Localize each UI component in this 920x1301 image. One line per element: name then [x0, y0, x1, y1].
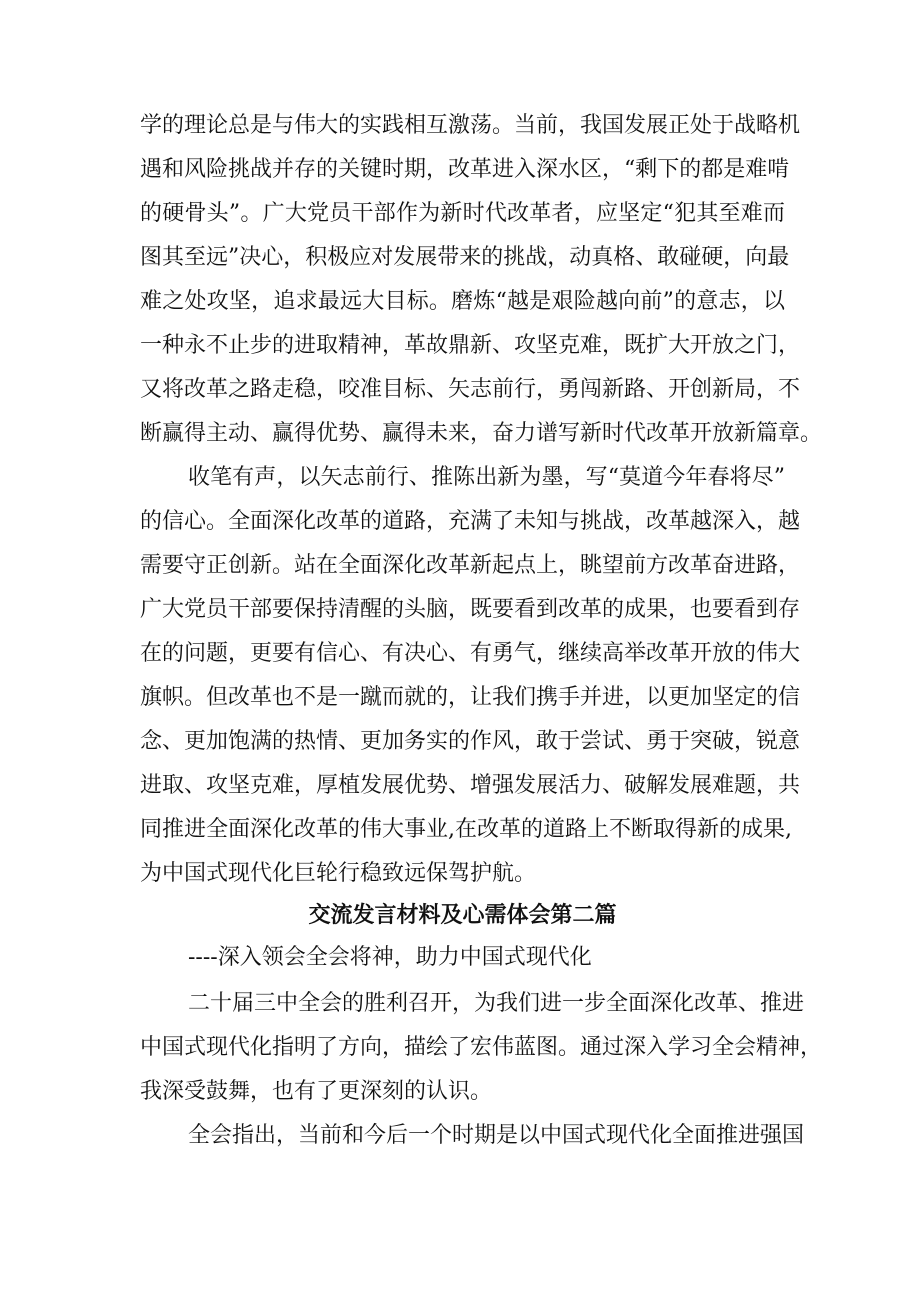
- text-line: 进取、攻坚克难，厚植发展优势、增强发展活力、破解发展难题，共: [140, 773, 801, 798]
- text-line: 难之处攻坚，追求最远大目标。磨炼“越是艰险越向前”的意志，以: [140, 289, 785, 314]
- text-line: 收笔有声，以矢志前行、推陈出新为墨，写“莫道今年春将尽”: [188, 465, 785, 490]
- text-line: 我深受鼓舞，也有了更深刻的认识。: [140, 1079, 493, 1104]
- text-line: 需要守正创新。站在全面深化改革新起点上，眺望前方改革奋进路，: [140, 553, 801, 578]
- text-line: 念、更加饱满的热情、更加务实的作风，敢于尝试、勇于突破，锐意: [140, 729, 801, 754]
- text-line: 又将改革之路走稳，咬准目标、矢志前行，勇闯新路、开创新局，不: [140, 377, 801, 402]
- text-line: 遇和风险挑战并存的关键时期，改革进入深水区，“剩下的都是难啃: [140, 157, 790, 182]
- text-line: 的信心。全面深化改革的道路，充满了未知与挑战，改革越深入，越: [140, 509, 801, 534]
- section-title: 交流发言材料及心需体会第二篇: [308, 903, 617, 928]
- text-line: 广大党员干部要保持清醒的头脑，既要看到改革的成果，也要看到存: [140, 597, 801, 622]
- text-line: 二十届三中全会的胜利召开，为我们进一步全面深化改革、推进: [188, 991, 805, 1016]
- text-line: 图其至远”决心，积极应对发展带来的挑战，动真格、敢碰硬，向最: [140, 245, 790, 270]
- text-line: 一种永不止步的进取精神，革故鼎新、攻坚克难，既扩大开放之门，: [140, 333, 801, 358]
- text-line: 同推进全面深化改革的伟大事业,在改革的道路上不断取得新的成果,: [140, 817, 792, 842]
- text-line: 全会指出，当前和今后一个时期是以中国式现代化全面推进强国: [188, 1123, 805, 1148]
- text-line: 的硬骨头”。广大党员干部作为新时代改革者，应坚定“犯其至难而: [140, 201, 785, 226]
- text-line: 中国式现代化指明了方向，描绘了宏伟蓝图。通过深入学习全会精神，: [140, 1035, 823, 1060]
- text-line: 在的问题，更要有信心、有决心、有勇气，继续高举改革开放的伟大: [140, 641, 801, 666]
- text-line: 旗帜。但改革也不是一蹴而就的，让我们携手并进，以更加坚定的信: [140, 685, 801, 710]
- text-line: 学的理论总是与伟大的实践相互激荡。当前，我国发展正处于战略机: [140, 113, 801, 138]
- text-line: 为中国式现代化巨轮行稳致远保驾护航。: [140, 861, 537, 886]
- text-line: 断赢得主动、赢得优势、赢得未来，奋力谱写新时代改革开放新篇章。: [140, 421, 823, 446]
- section-subtitle: ----深入领会全会将神，助力中国式现代化: [188, 945, 592, 970]
